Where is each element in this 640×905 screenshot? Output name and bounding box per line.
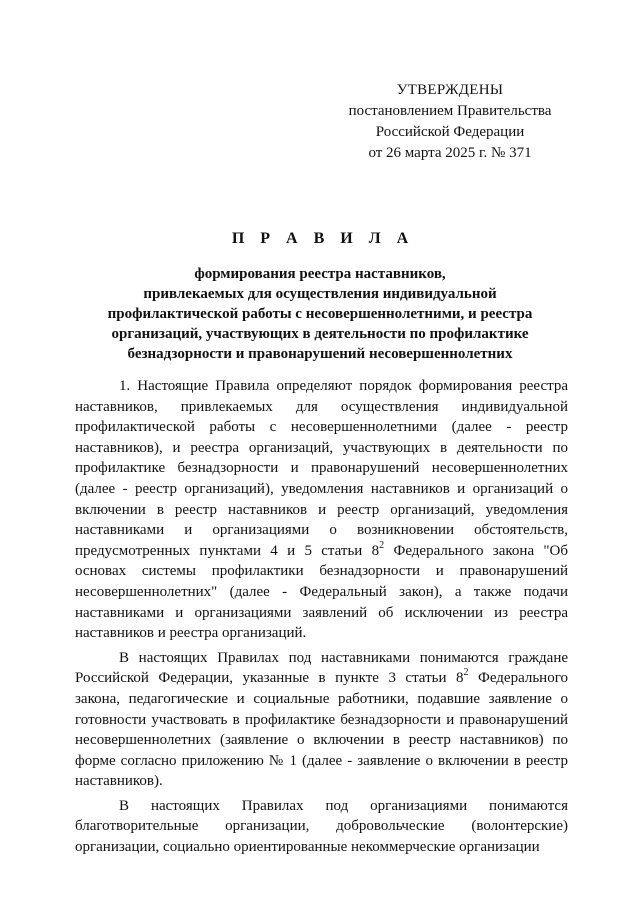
paragraph-3 [75, 796, 568, 858]
subtitle-line: формирования реестра наставников, [194, 266, 446, 282]
superscript: 2 [463, 667, 469, 679]
approval-stamp [330, 80, 570, 164]
superscript: 2 [379, 539, 385, 551]
approval-heading: УТВЕРЖДЕНЫ [396, 82, 504, 98]
paragraph-1 [75, 376, 568, 644]
paragraph-1-text-a: 1. Настоящие Правила определяют порядок формирования реестра наставников, привлекаемых для осуществления индивидуальной профилактической работы с несовершеннолетними (далее - реестр наставников), и реестра организаций, участвующих в деятельности по профилактике безнадзорности и правонарушений несовершеннолетних (далее - реестр организаций), уведомления наставников и организаций о включении в реестр наставников и реестр организаций, уведомления наставниками и организациями о возникновении обстоятельств, предусмотренных пунктами 4 и 5 статьи 8 [75, 378, 568, 559]
document-subtitle [60, 264, 580, 364]
subtitle-line: профилактической работы с несовершеннолетними, и реестра [107, 306, 533, 322]
paragraph-3-text: В настоящих Правилах под организациями понимаются благотворительные организации, добровольческие (волонтерские) организации, социально ориентированные некоммерческие организации [75, 797, 568, 856]
subtitle-line: безнадзорности и правонарушений несовершеннолетних [127, 346, 513, 362]
subtitle-line: организаций, участвующих в деятельности по профилактике [111, 326, 529, 342]
paragraph-2-text-a: В настоящих Правилах под наставниками понимаются граждане Российской Федерации, указанные в пункте 3 статьи 8 [75, 649, 568, 687]
document-body [75, 376, 568, 862]
paragraph-1-text-b: Федерального закона "Об основах системы профилактики безнадзорности и правонарушений несовершеннолетних" (далее - Федеральный закон), а также подачи наставниками и организациями заявлений об исключении из реестра наставников и реестра организаций. [75, 542, 568, 642]
document-title-block [60, 230, 580, 364]
document-type-heading: П Р А В И Л А [231, 230, 415, 247]
approval-by: постановлением Правительства [348, 103, 552, 119]
paragraph-2-text-b: Федерального закона, педагогические и социальные работники, подавшие заявление о готовности участвовать в профилактике безнадзорности и правонарушений несовершеннолетних (заявление о включении в реестр наставников) по форме согласно приложению № 1 (далее - заявление о включении в реестр наставников). [75, 670, 568, 790]
approval-date-number: от 26 марта 2025 г. № 371 [368, 145, 532, 161]
subtitle-line: привлекаемых для осуществления индивидуальной [143, 286, 497, 302]
approval-authority: Российской Федерации [375, 124, 525, 140]
paragraph-2 [75, 648, 568, 792]
